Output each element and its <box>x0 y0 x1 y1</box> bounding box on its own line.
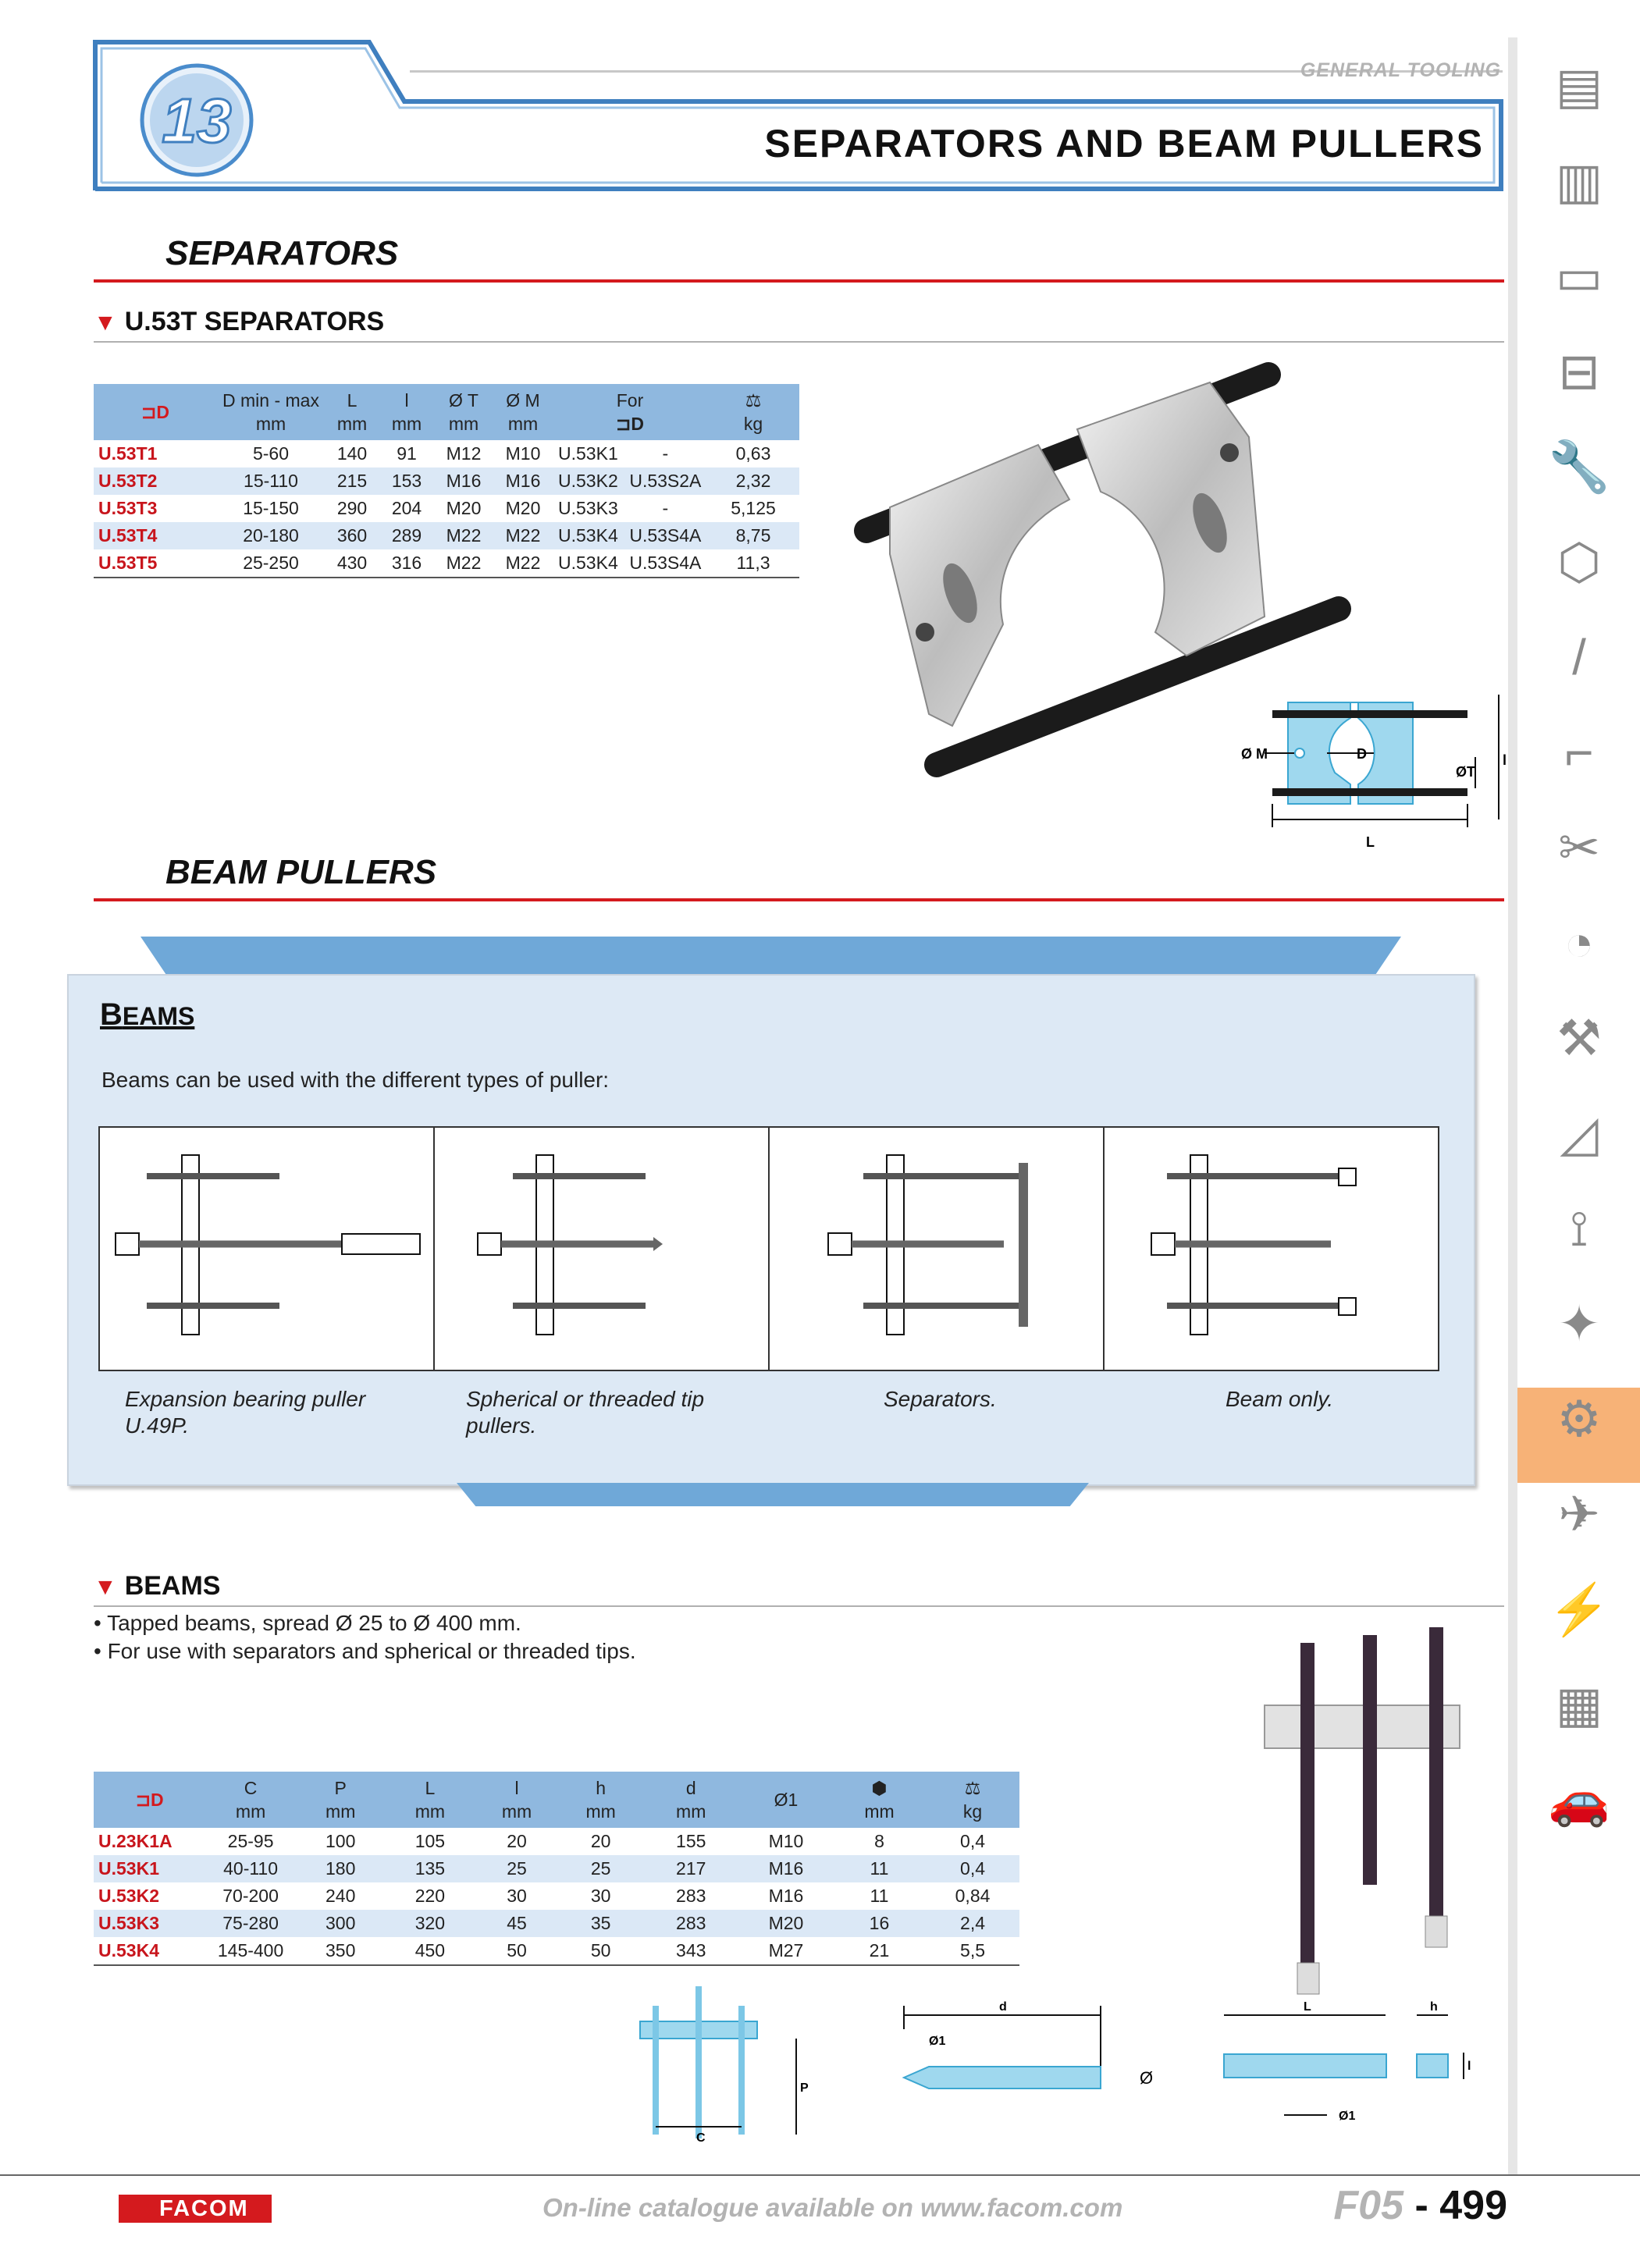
sidebar-bar <box>1508 37 1517 2176</box>
impact-wrench-icon[interactable]: ✦ <box>1558 1295 1600 1352</box>
dim-label-d: D <box>1357 746 1367 762</box>
electrical-icon[interactable]: ⚡ <box>1548 1580 1610 1637</box>
bullet-item: • For use with separators and spherical or threaded tips. <box>94 1639 636 1663</box>
dim-label-o1-top: Ø1 <box>929 2035 946 2048</box>
separators-rule <box>94 279 1504 283</box>
dim-label-l: l <box>1467 2060 1471 2073</box>
caption-spherical: Spherical or threaded tip pullers. <box>466 1387 705 1438</box>
page-title: SEPARATORS AND BEAM PULLERS <box>764 122 1484 165</box>
table-row: U.53T4 20-180 360 289 M22 M22 U.53K4 U.53S4A 8,75 <box>94 522 799 549</box>
col-o1-header: Ø1 <box>739 1772 833 1828</box>
facom-logo: FACOM <box>119 2195 272 2223</box>
table-row: U.53K3 75-280 300 320 45 35 283 M20 16 2,4 <box>94 1910 1019 1937</box>
puller-types-grid <box>98 1126 1439 1371</box>
puller-icon[interactable]: ⟟ <box>1570 1200 1588 1257</box>
facom-logo-icon: ⊐D <box>135 1790 164 1810</box>
dim-label-l-small: l <box>1503 752 1507 768</box>
table-row: U.53T5 25-250 430 316 M22 M22 U.53K4 U.53S4A 11,3 <box>94 549 799 578</box>
dim-label-l-big: L <box>1366 834 1375 850</box>
weight-icon: ⚖ <box>745 390 762 411</box>
caption-separators: Separators. <box>884 1387 997 1411</box>
table-row: U.53T3 15-150 290 204 M20 M20 U.53K3 - 5,125 <box>98 498 776 518</box>
u53t-subheading: ▼ U.53T SEPARATORS <box>94 307 385 336</box>
pipe-wrench-icon[interactable]: ⚙ <box>1556 1390 1602 1447</box>
dim-label-L: L <box>1304 2000 1311 2014</box>
dim-label-o: Ø <box>1140 2068 1154 2088</box>
col-M-header: Ø M mm <box>493 384 553 440</box>
table-row: U.53T1 5-60 140 91 M12 M10 U.53K1 - 0,63 <box>98 443 771 464</box>
triangle-down-icon: ▼ <box>94 310 117 336</box>
separator-puller-illustration <box>770 1128 1102 1367</box>
beams-bullets <box>94 1609 656 1665</box>
electronics-icon[interactable]: ▦ <box>1555 1676 1603 1733</box>
page-number: F05 - 499 <box>1333 2183 1507 2228</box>
facom-logo-icon: ⊐D <box>616 414 644 434</box>
hex-key-icon[interactable]: ⌐ <box>1564 724 1594 780</box>
workbench-icon[interactable]: ▭ <box>1555 247 1603 304</box>
table-row: U.53K4 145-400 350 450 50 50 343 M27 21 5,5 <box>94 1937 1019 1965</box>
beams-table <box>94 1772 1019 1966</box>
dim-label-p: P <box>800 2081 809 2095</box>
aircraft-icon[interactable]: ✈ <box>1558 1485 1600 1542</box>
hammer-icon[interactable]: ⚒ <box>1556 1009 1602 1066</box>
beam-only-illustration <box>1105 1128 1437 1367</box>
col-C-header: C mm <box>205 1772 296 1828</box>
col-T-header: Ø T mm <box>434 384 493 440</box>
footer-url[interactable]: On-line catalogue available on www.facom.com <box>543 2193 1123 2222</box>
separators-heading: SEPARATORS <box>165 234 399 272</box>
chapter-number: 13 <box>162 86 232 155</box>
puller-type-spherical <box>435 1128 770 1370</box>
dim-label-t: ØT <box>1456 764 1475 780</box>
dim-label-h: h <box>1430 2000 1438 2014</box>
col-l-header: l mm <box>475 1772 559 1828</box>
dim-label-m: Ø M <box>1241 746 1268 762</box>
col-h-header: h mm <box>559 1772 643 1828</box>
u53t-rule <box>94 341 1504 343</box>
puller-type-expansion <box>100 1128 435 1370</box>
hexagon-icon: ⬢ <box>871 1778 888 1798</box>
tool-case-icon[interactable]: ▤ <box>1555 57 1603 114</box>
footer-rule <box>0 2174 1640 2176</box>
beam-dimension-diagram <box>1218 1998 1483 2131</box>
beams-panel-title: BEAMS <box>100 997 195 1032</box>
puller-type-separators <box>770 1128 1105 1370</box>
beam-pullers-heading: BEAM PULLERS <box>165 853 437 891</box>
beams-intro: Beams can be used with the different types of puller: <box>101 1068 610 1092</box>
col-for-header: For ⊐D <box>553 384 707 440</box>
beams-subheading: ▼ BEAMS <box>94 1571 221 1601</box>
table-row: U.53T2 15-110 215 153 M16 M16 U.53K2 U.53S2A 2,32 <box>94 467 799 495</box>
dim-label-d: d <box>999 2000 1007 2014</box>
panel-bottom-band <box>457 1483 1089 1506</box>
table-row: U.23K1A 25-95 100 105 20 20 155 M10 8 0,4 <box>98 1831 986 1851</box>
separator-diagram <box>1241 687 1514 858</box>
table-row: U.53K1 40-110 180 135 25 25 217 M16 11 0,4 <box>94 1855 1019 1882</box>
car-icon[interactable]: 🚗 <box>1548 1771 1610 1828</box>
spherical-puller-illustration <box>435 1128 767 1367</box>
beam-puller-photo <box>1249 1619 1483 2010</box>
pliers-icon[interactable]: ✂ <box>1558 819 1600 876</box>
weight-icon: ⚖ <box>964 1778 981 1798</box>
separators-table <box>94 384 799 578</box>
panel-top-band <box>141 937 1401 974</box>
code-header <box>94 1772 205 1828</box>
code-header <box>94 384 217 440</box>
beam-assembly-diagram <box>624 1975 812 2146</box>
dim-label-o1-bottom: Ø1 <box>1339 2110 1356 2123</box>
col-kg-header: ⚖ kg <box>926 1772 1019 1828</box>
table-row: U.53K2 70-200 240 220 30 30 283 M16 11 0,84 <box>98 1886 991 1906</box>
socket-icon[interactable]: ⬡ <box>1557 533 1601 590</box>
section-label: GENERAL TOOLING <box>1300 59 1501 81</box>
col-L-header: L mm <box>325 384 379 440</box>
bullet-item: • Tapped beams, spread Ø 25 to Ø 400 mm. <box>94 1611 521 1635</box>
tool-cabinet-icon[interactable]: ▥ <box>1555 152 1603 209</box>
caption-expansion: Expansion bearing puller U.49P. <box>125 1387 366 1438</box>
expansion-puller-illustration <box>100 1128 432 1367</box>
triangle-down-icon: ▼ <box>94 1574 117 1600</box>
wrench-icon[interactable]: 🔧 <box>1548 438 1610 495</box>
beams-rule <box>94 1605 1504 1607</box>
col-l-header: l mm <box>379 384 434 440</box>
col-P-header: P mm <box>296 1772 386 1828</box>
col-kg-header: ⚖ kg <box>707 384 799 440</box>
toolbox-icon[interactable]: ⊟ <box>1558 343 1600 400</box>
col-L-header: L mm <box>386 1772 475 1828</box>
tape-measure-icon[interactable]: ◔ <box>1564 915 1595 971</box>
hacksaw-icon[interactable]: ◿ <box>1560 1104 1599 1161</box>
chapter-badge <box>134 58 259 183</box>
tip-screw-diagram <box>898 1998 1163 2107</box>
col-d-header: D min - max mm <box>217 384 325 440</box>
beam-pullers-rule <box>94 898 1504 901</box>
facom-logo-icon: ⊐D <box>141 402 169 422</box>
col-hex-header: ⬢ mm <box>833 1772 926 1828</box>
col-d-header: d mm <box>642 1772 739 1828</box>
puller-type-beam-only <box>1105 1128 1438 1370</box>
screwdriver-icon[interactable]: / <box>1572 629 1586 685</box>
caption-beam-only: Beam only. <box>1226 1387 1333 1411</box>
dim-label-c: C <box>696 2131 706 2145</box>
